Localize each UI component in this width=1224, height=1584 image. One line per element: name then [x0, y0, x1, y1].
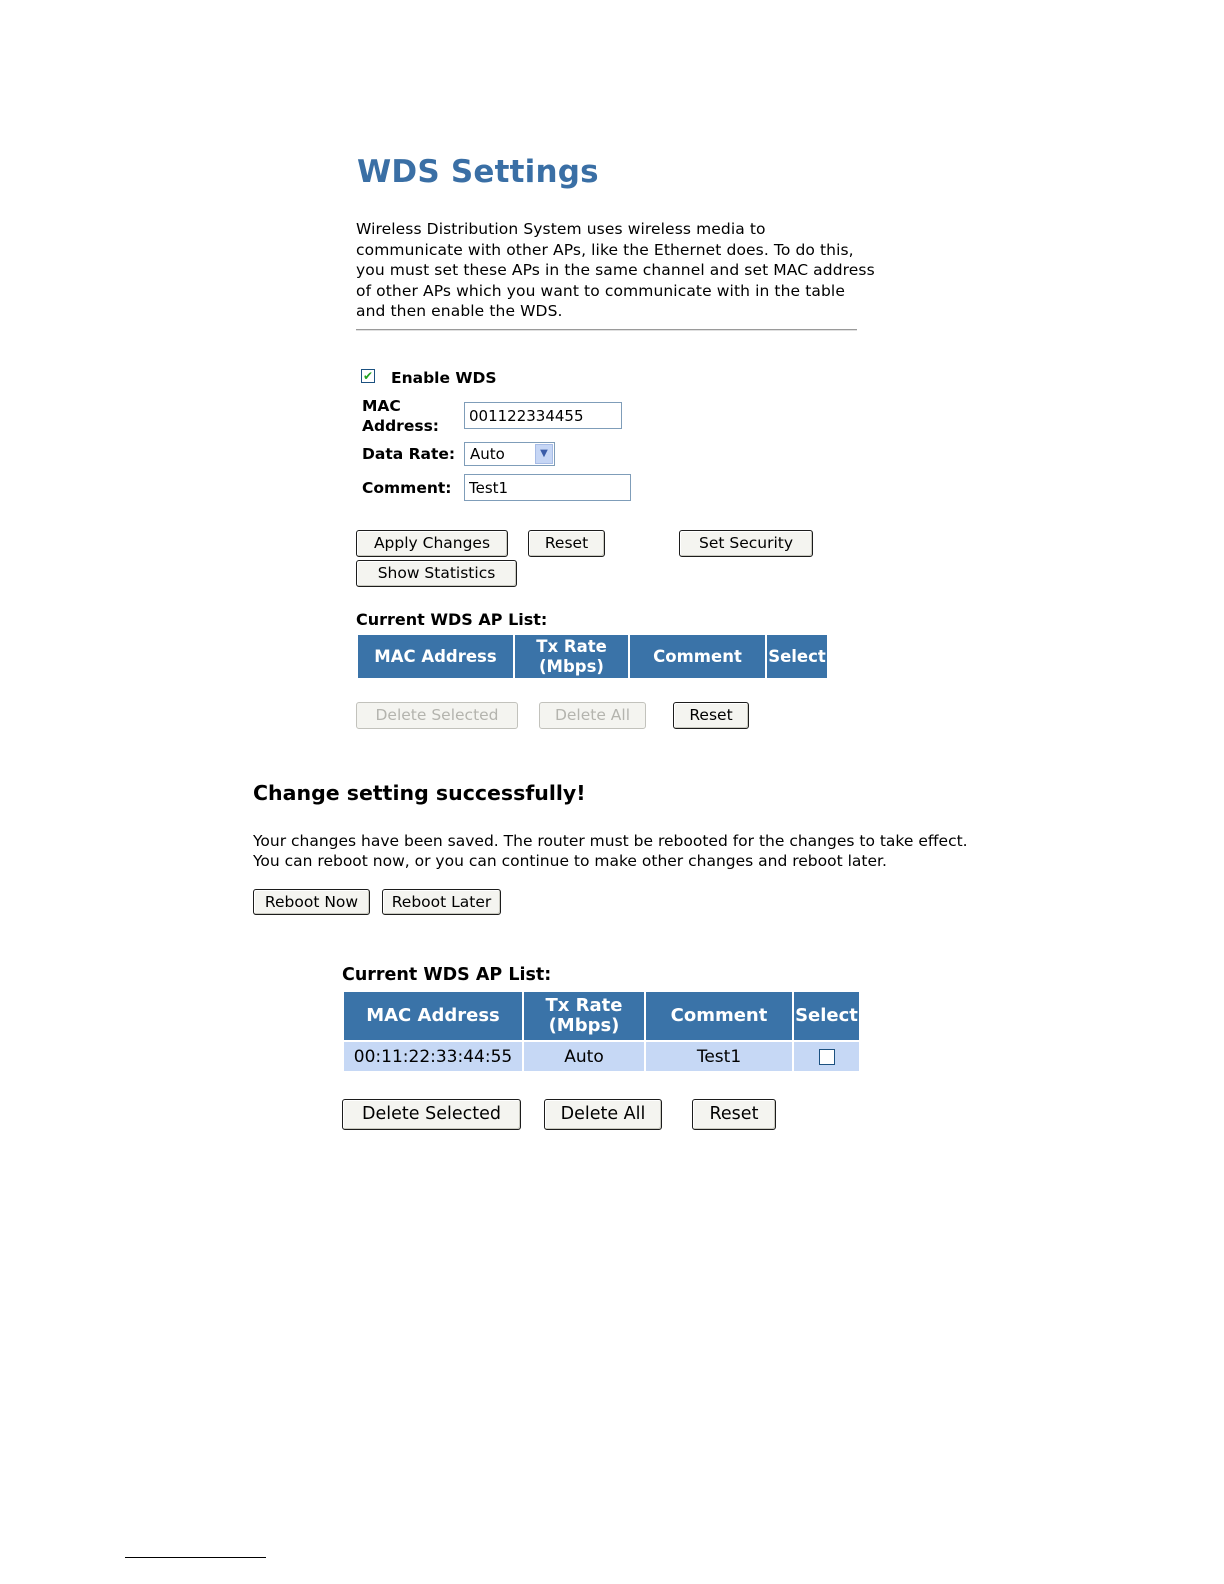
data-rate-selected: Auto [470, 445, 505, 463]
comment-label: Comment: [362, 479, 452, 497]
col-header-tx-rate-line2: (Mbps) [539, 656, 604, 676]
chevron-down-icon[interactable]: ▼ [535, 444, 553, 464]
col-header-tx-rate [524, 992, 644, 1040]
success-message-line1: Your changes have been saved. The router must be rebooted for the changes to take effect. [253, 832, 968, 850]
footnote-rule [125, 1557, 266, 1558]
ap-list-table-2 [342, 990, 861, 1073]
mac-address-label-line1: MAC [362, 397, 401, 415]
col-header-select: Select [794, 992, 859, 1040]
delete-selected-button[interactable]: Delete Selected [356, 702, 518, 729]
col-header-tx-rate-line1: Tx Rate [536, 636, 607, 656]
success-title: Change setting successfully! [253, 781, 586, 805]
enable-wds-checkbox[interactable] [361, 369, 375, 383]
apply-changes-button[interactable]: Apply Changes [356, 530, 508, 557]
check-icon: ✔ [362, 369, 374, 383]
success-message [253, 832, 1013, 871]
success-message-line2: You can reboot now, or you can continue to make other changes and reboot later. [253, 851, 887, 870]
col-header-tx-rate-line2: (Mbps) [548, 1015, 620, 1036]
col-header-mac: MAC Address [358, 635, 513, 678]
cell-comment: Test1 [646, 1042, 792, 1071]
divider [356, 329, 857, 331]
col-header-select: Select [767, 635, 827, 678]
cell-select [794, 1042, 859, 1071]
mac-address-label-line2: Address: [362, 417, 439, 435]
col-header-tx-rate-line1: Tx Rate [545, 995, 623, 1016]
enable-wds-label: Enable WDS [391, 369, 497, 387]
row-select-checkbox[interactable] [819, 1049, 835, 1065]
mac-address-input[interactable] [464, 402, 622, 429]
ap-list-table [356, 633, 829, 680]
ap-list-label-2: Current WDS AP List: [342, 965, 552, 985]
table-row [344, 1042, 859, 1071]
list-reset-button-2[interactable]: Reset [692, 1099, 776, 1130]
reboot-now-button[interactable]: Reboot Now [253, 889, 370, 915]
comment-input[interactable] [464, 474, 631, 501]
delete-selected-button-2[interactable]: Delete Selected [342, 1099, 521, 1130]
table-header-row [344, 992, 859, 1040]
delete-all-button[interactable]: Delete All [539, 702, 646, 729]
list-reset-button[interactable]: Reset [673, 702, 749, 729]
set-security-button[interactable]: Set Security [679, 530, 813, 557]
page-description: Wireless Distribution System uses wireless media to communicate with other APs, like the Ethernet does. To do this, you must set these APs in the same channel and set MAC address of other APs which you want to communicate with in the table and then enable the WDS. [356, 220, 875, 320]
reset-button[interactable]: Reset [528, 530, 605, 557]
data-rate-select[interactable] [464, 442, 555, 466]
ap-list-label: Current WDS AP List: [356, 610, 548, 629]
table-header-row [358, 635, 827, 678]
reboot-later-button[interactable]: Reboot Later [382, 889, 501, 915]
col-header-comment: Comment [630, 635, 765, 678]
cell-mac: 00:11:22:33:44:55 [344, 1042, 522, 1071]
show-statistics-button[interactable]: Show Statistics [356, 560, 517, 587]
cell-tx-rate: Auto [524, 1042, 644, 1071]
col-header-tx-rate [515, 635, 628, 678]
col-header-comment: Comment [646, 992, 792, 1040]
delete-all-button-2[interactable]: Delete All [544, 1099, 662, 1130]
col-header-mac: MAC Address [344, 992, 522, 1040]
mac-address-label [362, 396, 439, 436]
data-rate-label: Data Rate: [362, 445, 456, 463]
page-title: WDS Settings [357, 154, 599, 190]
